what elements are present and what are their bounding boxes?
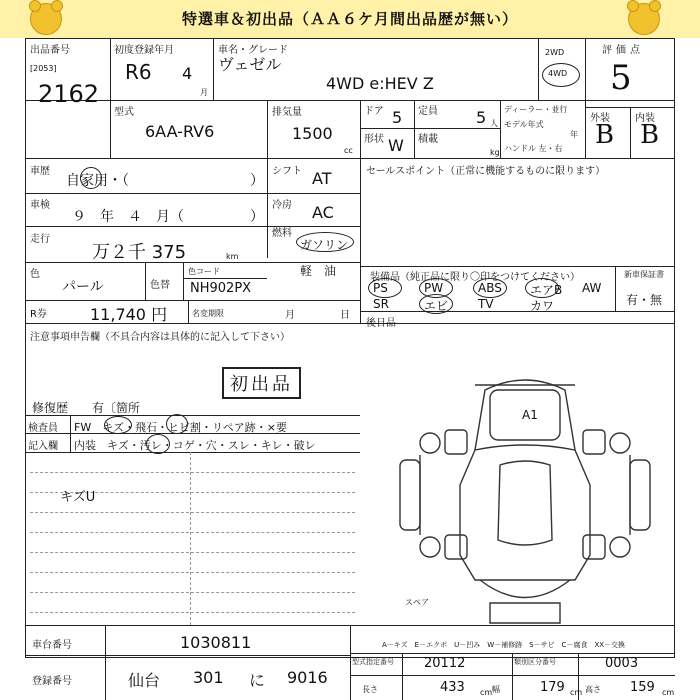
equipment-item: エアB xyxy=(530,283,563,297)
inspector-label-1: 検査員 xyxy=(28,423,58,434)
model-year-label: モデル年式 xyxy=(504,120,544,129)
new-warranty-label: 新車保証書 xyxy=(624,270,664,279)
sales-point-label: セールスポイント（正常に機能するものに限ります） xyxy=(366,166,606,177)
type-number: 20112 xyxy=(424,656,466,671)
mark-circle xyxy=(166,414,188,434)
inspection-label: 車検 xyxy=(30,200,50,211)
plate-city: 仙台 xyxy=(128,671,161,690)
int-score: B xyxy=(640,120,660,150)
recycle-value: 11,740 円 xyxy=(90,305,168,324)
repair-history: 修復歴 有〔箇所 xyxy=(32,401,141,415)
banner-title: 特選車＆初出品（ＡＡ６ケ月間出品歴が無い） xyxy=(181,10,518,28)
note-line xyxy=(30,592,355,593)
history-label: 車歴 xyxy=(30,166,50,177)
aircon-value: AC xyxy=(312,203,334,222)
spare-label: スペア xyxy=(405,598,429,607)
shift-value: AT xyxy=(312,169,332,188)
ext-label: 外装 xyxy=(590,113,610,124)
displacement-value: 1500 xyxy=(292,124,333,143)
load-label: 積載 xyxy=(418,134,438,145)
aftermarket-label: 後日品 xyxy=(366,318,396,329)
note-line xyxy=(30,532,355,533)
equipment-label: 装備品（純正品に限り〇印をつけてください） xyxy=(370,272,580,283)
equipment-circle xyxy=(368,278,402,298)
note-line xyxy=(30,512,355,513)
model-value: 6AA-RV6 xyxy=(145,122,215,141)
shape-value: W xyxy=(388,136,404,155)
handle-label: ハンドル 左・右 xyxy=(504,144,563,153)
capacity-unit: 人 xyxy=(490,119,498,128)
shift-label: シフト xyxy=(272,166,302,177)
lot-label: 出品番号 xyxy=(30,45,70,56)
equipment-circle xyxy=(419,294,453,314)
history-value: 自家用・（ xyxy=(66,173,129,189)
label-2wd: 2WD xyxy=(545,48,565,57)
lot-code: [2053] xyxy=(30,64,57,73)
dealer-label: ディーラー・並行 xyxy=(504,105,568,114)
inspector-row-1: FW キズ・飛石・ヒビ割・リペア跡・×要 xyxy=(74,421,287,434)
lot-number: 2162 xyxy=(38,80,100,108)
history-circle xyxy=(80,167,102,189)
mark-circle xyxy=(104,416,132,434)
fuel-circle xyxy=(296,232,354,252)
inspector-label-2: 記入欄 xyxy=(28,441,58,452)
fuel-gas: ガソリン xyxy=(300,238,349,252)
equipment-item: PS xyxy=(373,281,388,295)
equipment-circle xyxy=(525,278,559,298)
label-4wd: 4WD xyxy=(548,69,568,78)
car-grade: 4WD e:HEV Z xyxy=(326,74,434,93)
name-change-day: 日 xyxy=(340,310,350,321)
capacity-label: 定員 xyxy=(418,106,438,117)
displacement-unit: cc xyxy=(344,146,353,155)
reg-label: 初度登録年月 xyxy=(114,45,174,56)
notice-label: 注意事項申告欄（不具合内容は具体的に記入して下さい） xyxy=(30,332,290,343)
equipment-circle xyxy=(473,278,507,298)
note-line xyxy=(30,552,355,553)
height-value: 159 xyxy=(630,680,655,695)
reg-era-year: R6 xyxy=(125,60,152,84)
name-change-label: 名変期限 xyxy=(192,309,224,318)
recycle-label: R券 xyxy=(30,309,47,320)
reg-month-unit: 月 xyxy=(200,88,208,97)
color-number-label: 色替 xyxy=(150,280,170,291)
fuel-diesel: 軽 油 xyxy=(300,264,337,278)
class-number-label: 類別区分番号 xyxy=(514,658,556,666)
equipment-item: エビ xyxy=(424,299,449,313)
equipment-item: AW xyxy=(582,281,602,295)
color-code: NH902PX xyxy=(190,281,252,296)
damage-legend: A－キズ E－エクボ U－凹み W－補修跡 S－サビ C－腐食 XX－交換 xyxy=(382,641,626,649)
first-listing-stamp: 初出品 xyxy=(222,367,301,399)
plate-num: 9016 xyxy=(287,668,328,687)
plate-kana: に xyxy=(249,671,266,690)
history-close: ） xyxy=(250,173,264,189)
mark-circle xyxy=(146,434,170,454)
inspector-note: キズU xyxy=(60,490,96,505)
note-line xyxy=(30,472,355,473)
model-label: 型式 xyxy=(114,107,134,118)
type-number-label: 型式指定番号 xyxy=(352,658,394,666)
equipment-item: TV xyxy=(478,297,494,311)
score-label: 評価点 xyxy=(602,45,644,56)
car-diagram xyxy=(380,365,670,630)
doors-value: 5 xyxy=(392,108,403,127)
aircon-label: 冷房 xyxy=(272,200,292,211)
note-line xyxy=(30,612,355,613)
year-unit: 年 xyxy=(570,130,578,139)
reg-month: 4 xyxy=(182,64,193,83)
length-unit: cm xyxy=(480,688,493,697)
displacement-label: 排気量 xyxy=(272,107,302,118)
width-unit: cm xyxy=(570,688,583,697)
mileage-unit: km xyxy=(226,252,239,261)
length-value: 433 xyxy=(440,680,465,695)
damage-mark-a1: A1 xyxy=(522,408,538,422)
inspector-row-2: 内装 キズ・汚レ・コゲ・穴・スレ・キレ・破レ xyxy=(74,439,316,452)
car-label: 車名・グレード xyxy=(218,45,288,56)
equipment-item: ABS xyxy=(478,281,502,295)
car-name: ヴェゼル xyxy=(218,55,282,74)
int-label: 内装 xyxy=(635,113,655,124)
height-label: 高さ xyxy=(585,685,601,694)
color-code-label: 色コード xyxy=(188,267,220,276)
score-value: 5 xyxy=(610,58,632,98)
equipment-item: PW xyxy=(424,281,444,295)
ext-score: B xyxy=(595,120,615,150)
mileage-label: 走行 xyxy=(30,234,50,245)
height-unit: cm xyxy=(662,688,675,697)
note-line xyxy=(30,572,355,573)
color-label: 色 xyxy=(30,269,40,280)
mileage-value: 万２千 375 xyxy=(92,242,187,263)
doors-label: ドア xyxy=(364,106,384,117)
inspection-close: ） xyxy=(250,209,264,225)
load-unit: kg xyxy=(490,148,500,157)
length-label: 長さ xyxy=(362,685,378,694)
name-change-month: 月 xyxy=(285,310,295,321)
equipment-item: SR xyxy=(373,297,389,311)
shape-label: 形状 xyxy=(364,134,384,145)
chassis-value: 1030811 xyxy=(180,633,252,652)
capacity-value: 5 xyxy=(476,108,487,127)
inspection-value: ９ 年 ４ 月（ xyxy=(72,209,184,225)
equipment-item: カワ xyxy=(530,299,555,313)
new-warranty-value: 有・無 xyxy=(626,293,663,307)
color-value: パール xyxy=(62,279,104,295)
chassis-label: 車台番号 xyxy=(32,640,72,651)
fuel-label: 燃料 xyxy=(272,228,292,239)
width-label: 幅 xyxy=(492,685,500,694)
plate-class: 301 xyxy=(193,668,224,687)
width-value: 179 xyxy=(540,680,565,695)
plate-label: 登録番号 xyxy=(32,676,72,687)
class-number: 0003 xyxy=(605,656,639,671)
